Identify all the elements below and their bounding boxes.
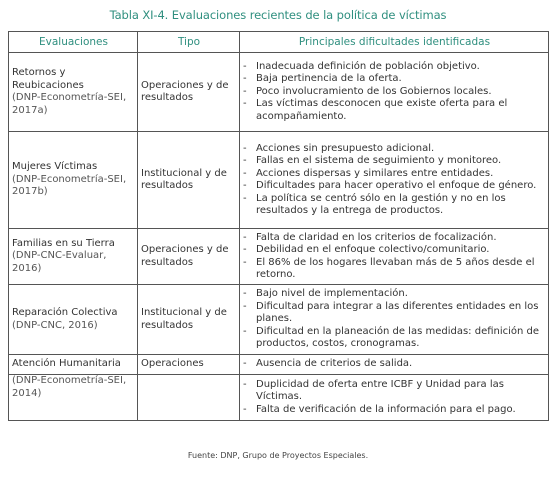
difficulties-cell <box>240 355 549 375</box>
difficulties-list <box>243 61 546 124</box>
evaluation-type: Operaciones y de resultados <box>141 79 229 103</box>
difficulty-item: - Ausencia de criterios de salida. <box>243 358 546 371</box>
difficulty-item: - La política se centró sólo en la gestión y no en los resultados y la entrega de productos. <box>243 193 546 218</box>
header-tipo: Tipo <box>138 32 240 53</box>
difficulty-item: - Poco involucramiento de los Gobiernos locales. <box>243 86 546 99</box>
evaluation-citation: (DNP-Econometría-SEI, 2014) <box>12 375 127 399</box>
difficulty-item: - Acciones sin presupuesto adicional. <box>243 143 546 156</box>
difficulties-cell <box>240 285 549 355</box>
evaluation-cell <box>9 53 138 132</box>
difficulties-cell <box>240 375 549 421</box>
difficulties-list <box>243 232 546 282</box>
evaluation-cell <box>9 229 138 285</box>
difficulties-cell <box>240 229 549 285</box>
evaluation-name: Atención Humanitaria <box>12 358 121 370</box>
type-cell <box>138 355 240 375</box>
difficulty-item: - Debilidad en el enfoque colectivo/comunitario. <box>243 244 546 257</box>
type-cell <box>138 375 240 421</box>
difficulty-item: - Bajo nivel de implementación. <box>243 288 546 301</box>
difficulties-list <box>243 358 546 371</box>
difficulty-item: - Falta de claridad en los criterios de focalización. <box>243 232 546 245</box>
difficulty-item: - Acciones dispersas y similares entre entidades. <box>243 168 546 181</box>
difficulty-item: - Falta de verificación de la información para el pago. <box>243 404 546 417</box>
evaluation-name: Familias en su Tierra <box>12 237 115 249</box>
difficulties-list <box>243 379 546 417</box>
evaluations-table <box>8 31 549 421</box>
difficulty-item: - El 86% de los hogares llevaban más de 5 años desde el retorno. <box>243 257 546 282</box>
header-dificultades: Principales dificultades identificadas <box>240 32 549 53</box>
evaluation-type: Operaciones y de resultados <box>141 244 229 268</box>
difficulty-item: - Las víctimas desconocen que existe oferta para el acompañamiento. <box>243 98 546 123</box>
table-row <box>9 355 549 375</box>
evaluation-type: Institucional y de resultados <box>141 167 227 191</box>
evaluation-cell <box>9 375 138 421</box>
difficulties-list <box>243 143 546 218</box>
evaluation-citation: (DNP-Econometría-SEI, 2017a) <box>12 92 127 116</box>
table-caption: Tabla XI-4. Evaluaciones recientes de la política de víctimas <box>109 8 447 22</box>
difficulties-list <box>243 288 546 351</box>
table-row <box>9 375 549 421</box>
difficulty-item: - Dificultad para integrar a las diferentes entidades en los planes. <box>243 301 546 326</box>
type-cell <box>138 53 240 132</box>
source-note: Fuente: DNP, Grupo de Proyectos Especiales. <box>187 451 369 460</box>
table-row <box>9 53 549 132</box>
evaluation-type: Operaciones <box>141 358 204 370</box>
difficulties-cell <box>240 132 549 229</box>
difficulty-item: - Dificultades para hacer operativo el enfoque de género. <box>243 180 546 193</box>
evaluation-name: Reparación Colectiva <box>12 307 118 318</box>
table-row <box>9 229 549 285</box>
evaluation-citation: (DNP-Econometría-SEI, 2017b) <box>12 173 127 198</box>
type-cell <box>138 229 240 285</box>
difficulty-item: - Inadecuada definición de población objetivo. <box>243 61 546 74</box>
evaluation-citation: (DNP-CNC, 2016) <box>12 319 98 331</box>
difficulty-item: - Baja pertinencia de la oferta. <box>243 73 546 86</box>
evaluation-citation: (DNP-CNC-Evaluar, 2016) <box>12 250 107 274</box>
evaluation-cell <box>9 285 138 355</box>
difficulties-cell <box>240 53 549 132</box>
type-cell <box>138 285 240 355</box>
evaluation-cell <box>9 132 138 229</box>
difficulty-item: - Dificultad en la planeación de las medidas: definición de productos, costos, cronogramas. <box>243 326 546 351</box>
evaluation-name: Mujeres Víctimas <box>12 161 98 173</box>
difficulty-item: - Duplicidad de oferta entre ICBF y Unidad para las Víctimas. <box>243 379 546 404</box>
difficulty-item: - Fallas en el sistema de seguimiento y monitoreo. <box>243 155 546 168</box>
evaluation-name: Retornos y Reubicaciones <box>12 67 84 91</box>
table-row <box>9 132 549 229</box>
evaluation-cell <box>9 355 138 375</box>
table-row <box>9 285 549 355</box>
type-cell <box>138 132 240 229</box>
header-evaluaciones: Evaluaciones <box>9 32 138 53</box>
evaluation-type: Institucional y de resultados <box>141 307 227 331</box>
table-header-row <box>9 32 549 53</box>
